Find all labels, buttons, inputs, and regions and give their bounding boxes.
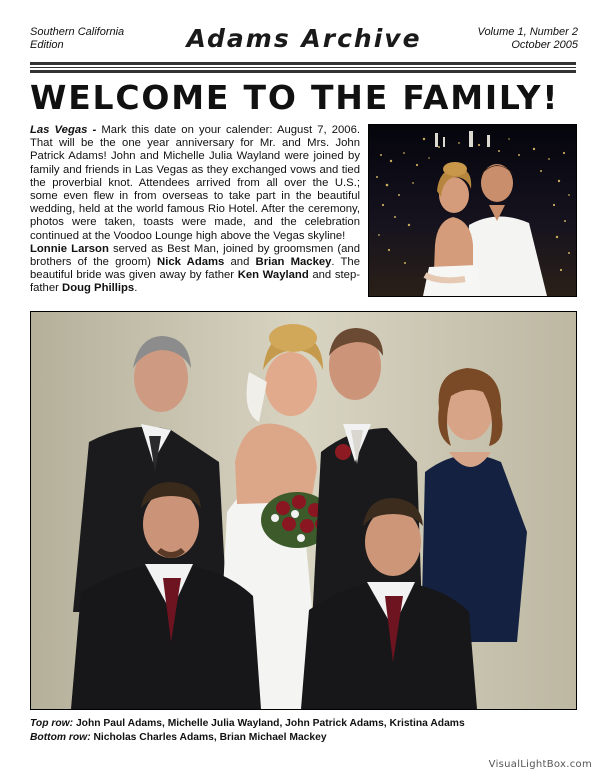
- headline: WELCOME TO THE FAMILY!: [30, 78, 560, 117]
- volume-number: Volume 1, Number 2: [477, 26, 578, 38]
- article-text: and: [224, 256, 256, 269]
- caption-top-label: Top row:: [30, 718, 74, 729]
- stepfather-name: Doug Phillips: [62, 282, 135, 295]
- father-name: Ken Wayland: [237, 269, 309, 282]
- caption-bottom-names: Nicholas Charles Adams, Brian Michael Mackey: [90, 732, 327, 743]
- masthead: [30, 22, 578, 62]
- edition-line-1: Southern California: [30, 26, 125, 38]
- edition-line-2: Edition: [30, 39, 64, 51]
- groomsman-name-1: Nick Adams: [157, 256, 225, 269]
- masthead-rule-thick-2: [30, 70, 576, 73]
- article-paragraph-1: Mark this date on your calender: August 7, 2006. That will be the one year anniversary for Mr. and Mrs. John Patrick Adams! John and Michelle Julia Wayland were joined by family and friends in Las Vegas as they exchanged vows and tied the proverbial knot. Attendees arrived from all over the U.S.; some even flew in from overseas to take part in the beautiful wedding, held at the world famous Rio Hotel. After the ceremony, photos were taken, toasts were made, and the celebration continued at the Voodoo Lounge high above the Vegas skyline!: [30, 124, 360, 242]
- couple-night-photo: [368, 124, 577, 297]
- caption-top-row: [30, 717, 578, 731]
- caption-top-names: John Paul Adams, Michelle Julia Wayland, John Patrick Adams, Kristina Adams: [73, 718, 465, 729]
- issue-info: [478, 26, 578, 52]
- caption-bottom-label: Bottom row:: [30, 732, 91, 743]
- watermark: VisualLightBox.com: [488, 759, 592, 770]
- article-text: served as Best Man, joined by groomsmen (and brothers of the groom): [30, 242, 360, 269]
- caption-bottom-row: [30, 731, 578, 745]
- photo-caption: [30, 717, 578, 745]
- newsletter-title: Adams Archive: [186, 24, 422, 53]
- article-body: [30, 124, 360, 296]
- best-man-name: Lonnie Larson: [30, 242, 109, 255]
- masthead-rule-thick-1: [30, 62, 576, 65]
- groomsman-name-2: Brian Mackey: [255, 256, 332, 269]
- article-text: and step-father: [30, 269, 360, 295]
- issue-date: October 2005: [511, 39, 578, 51]
- article-text: .: [134, 282, 138, 295]
- article-text: . The beautiful bride was given away by father: [30, 256, 360, 282]
- dateline: Las Vegas -: [30, 124, 97, 136]
- wedding-party-photo: [30, 311, 577, 710]
- masthead-rule-thin: [30, 67, 576, 68]
